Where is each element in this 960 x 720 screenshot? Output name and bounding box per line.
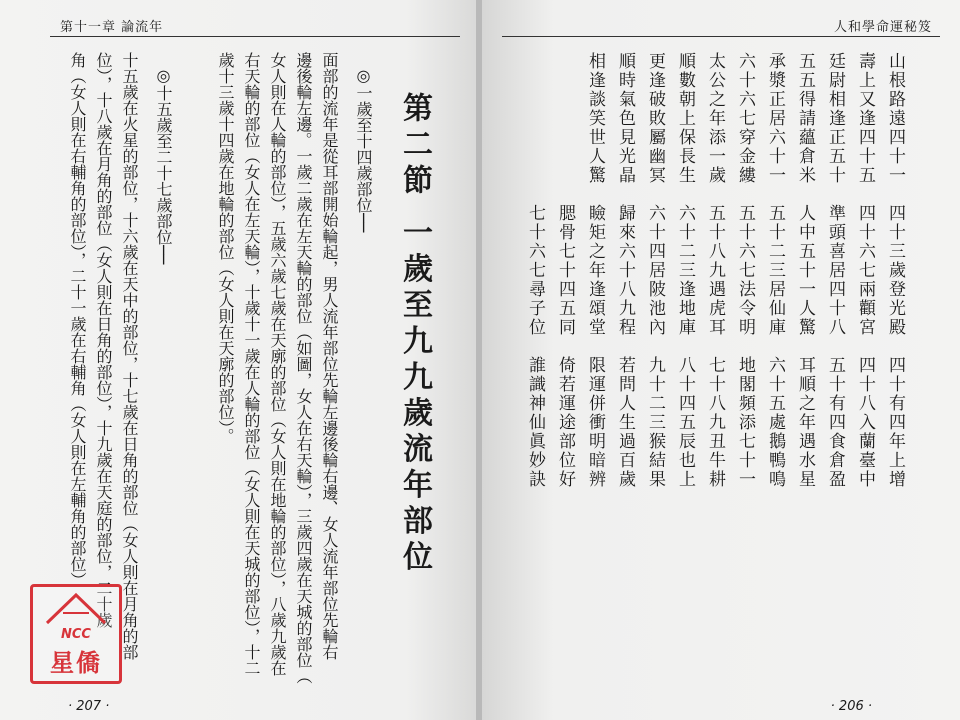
poem-column: 相逢談笑世人驚 瞼矩之年逢頌堂 限運併衝明暗辨 — [585, 52, 605, 489]
sub-heading-age-1-14: ◎一歲至十四歲部位── — [354, 66, 373, 233]
paragraph-line: 右天輪的部位（女人在左天輪），十歲十一歲在人輪的部位（女人則在天城的部位），十二 — [242, 52, 261, 676]
poem-column: 七十六七尋子位 誰識神仙眞妙訣 — [525, 52, 545, 489]
paragraph-line: 角（女人則在右輔角的部位），二十一歲在右輔角（女人則在左輔角的部位） — [68, 52, 87, 588]
paragraph-line: 邊後輪左邊。一歲二歲在左天輪的部位（如圖，女人在右天輪），三歲四歲在天城的部位（ — [294, 52, 313, 684]
poem-column: 六十六七穿金縷 五十六七法令明 地閣頻添七十一 — [735, 52, 755, 489]
watermark-logo — [30, 584, 122, 684]
poem-column: 壽上又逢四十五 四十六七兩顴宮 四十八入蘭臺中 — [855, 52, 875, 489]
poem-column: 五五得請蘊倉米 人中五十一人驚 耳順之年遇水星 — [795, 52, 815, 489]
running-head-left: 第十一章 論流年 — [60, 20, 164, 35]
poem-column: 山根路遠四十一 四十三歲登光殿 四十有四年上增 — [885, 52, 905, 489]
paragraph-line: 歲十三歲十四歲在地輪的部位（女人則在天廓的部位）。 — [216, 52, 235, 444]
poem-column: 承漿正居六十一 五十二三居仙庫 六十五處鵝鴨鳴 — [765, 52, 785, 489]
poem-column: 廷尉相逢正五十 準頭喜居四十八 五十有四食倉盈 — [825, 52, 845, 489]
poem-column: 更逢破敗屬幽冥 六十四居陂池內 九十二三猴結果 — [645, 52, 665, 489]
paragraph-line: 位），十八歲在月角的部位（女人則在日角的部位），十九歲在天庭的部位，二十歲 — [94, 52, 113, 628]
roof-icon — [43, 591, 109, 627]
running-head-right: 人和學命運秘笈 — [833, 20, 932, 35]
paragraph-line: 面部的流年是從耳部開始輪起，男人流年部位先輪左邊後輪右邊、女人流年部位先輪右 — [320, 52, 339, 660]
right-page — [482, 0, 960, 720]
poem-column: 順數朝上保長生 六十二三逢地庫 八十四五辰也上 — [675, 52, 695, 489]
watermark-name: 星僑 — [50, 649, 102, 677]
header-rule-left — [50, 36, 460, 37]
left-page — [0, 0, 478, 720]
header-rule-right — [502, 36, 940, 37]
section-title: 第二節 一歲至九九歲流年部位 — [397, 92, 432, 577]
paragraph-line: 女人則在人輪的部位），五歲六歲七歲在天廓的部位（女人則在地輪的部位），八歲九歲在 — [268, 52, 287, 676]
poem-column: 太公之年添一歲 五十八九遇虎耳 七十八九丑牛耕 — [705, 52, 725, 489]
page-number-left: · 207 · — [68, 699, 110, 714]
poem-column: 腮骨七十四五同 倚若運途部位好 — [555, 52, 575, 489]
page-number-right: · 206 · — [830, 699, 872, 714]
watermark-brand: NCC — [61, 627, 91, 642]
sub-heading-age-15-27: ◎十五歲至二十七歲部位── — [154, 66, 173, 265]
paragraph-line: 十五歲在火星的部位，十六歲在天中的部位，十七歲在日角的部位（女人則在月角的部 — [120, 52, 139, 660]
poem-column: 順時氣色見光晶 歸來六十八九程 若問人生過百歲 — [615, 52, 635, 489]
